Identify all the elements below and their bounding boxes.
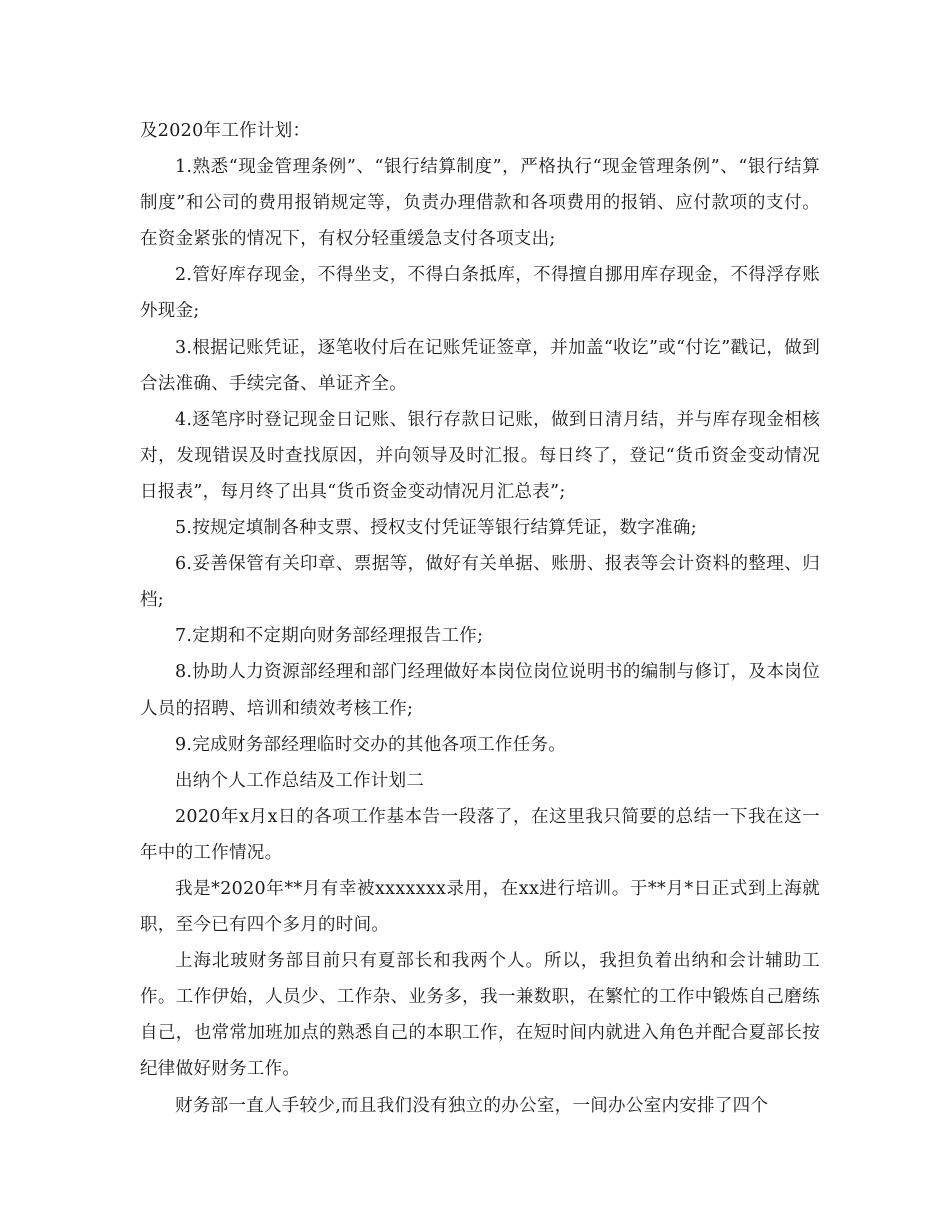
- paragraph-item-3: 3.根据记账凭证，逐笔收付后在记账凭证签章，并加盖“收讫”或“付讫”戳记，做到合法准确、手续完备、单证齐全。: [140, 337, 820, 394]
- paragraph-hiring: 我是*2020年**月有幸被xxxxxxx录用，在xx进行培训。于**月*日正式到上海就职，至今已有四个多月的时间。: [140, 878, 820, 936]
- paragraph-item-7: 7.定期和不定期向财务部经理报告工作;: [175, 626, 484, 647]
- paragraph-summary-intro: 2020年x月x日的各项工作基本告一段落了，在这里我只简要的总结一下我在这一年中的工作情况。: [140, 806, 820, 863]
- paragraph-item-5: 5.按规定填制各种支票、授权支付凭证等银行结算凭证，数字准确;: [175, 518, 697, 539]
- paragraph-office: 财务部一直人手较少,而且我们没有独立的办公室，一间办公室内安排了四个: [175, 1095, 769, 1116]
- paragraph-department: 上海北玻财务部目前只有夏部长和我两个人。所以，我担负着出纳和会计辅助工作。工作伊始，人员少、工作杂、业务多，我一兼数职，在繁忙的工作中锻炼自己磨练自己，也常常加班加点的熟悉自己的本职工作，在短时间内就进入角色并配合夏部长按纪律做好财务工作。: [140, 951, 820, 1080]
- document-body: [140, 113, 820, 1124]
- paragraph-item-9: 9.完成财务部经理临时交办的其他各项工作任务。: [175, 734, 567, 755]
- paragraph-item-1: 1.熟悉“现金管理条例”、“银行结算制度”，严格执行“现金管理条例”、“银行结算制度”和公司的费用报销规定等，负责办理借款和各项费用的报销、应付款项的支付。在资金紧张的情况下，有权分轻重缓急支付各项支出;: [140, 157, 820, 250]
- paragraph-item-2: 2.管好库存现金，不得坐支，不得白条抵库，不得擅自挪用库存现金，不得浮存账外现金;: [140, 265, 820, 322]
- paragraph-item-6: 6.妥善保管有关印章、票据等，做好有关单据、账册、报表等会计资料的整理、归档;: [140, 554, 820, 611]
- section-title-plan-two: 出纳个人工作总结及工作计划二: [175, 770, 425, 791]
- paragraph-item-8: 8.协助人力资源部经理和部门经理做好本岗位岗位说明书的编制与修订，及本岗位人员的招聘、培训和绩效考核工作;: [140, 662, 820, 719]
- paragraph-plan-heading: 及2020年工作计划：: [140, 121, 311, 141]
- paragraph-item-4: 4.逐笔序时登记现金日记账、银行存款日记账，做到日清月结，并与库存现金相核对，发现错误及时查找原因，并向领导及时汇报。每日终了，登记“货币资金变动情况日报表”，每月终了出具“货币资金变动情况月汇总表”;: [140, 409, 820, 502]
